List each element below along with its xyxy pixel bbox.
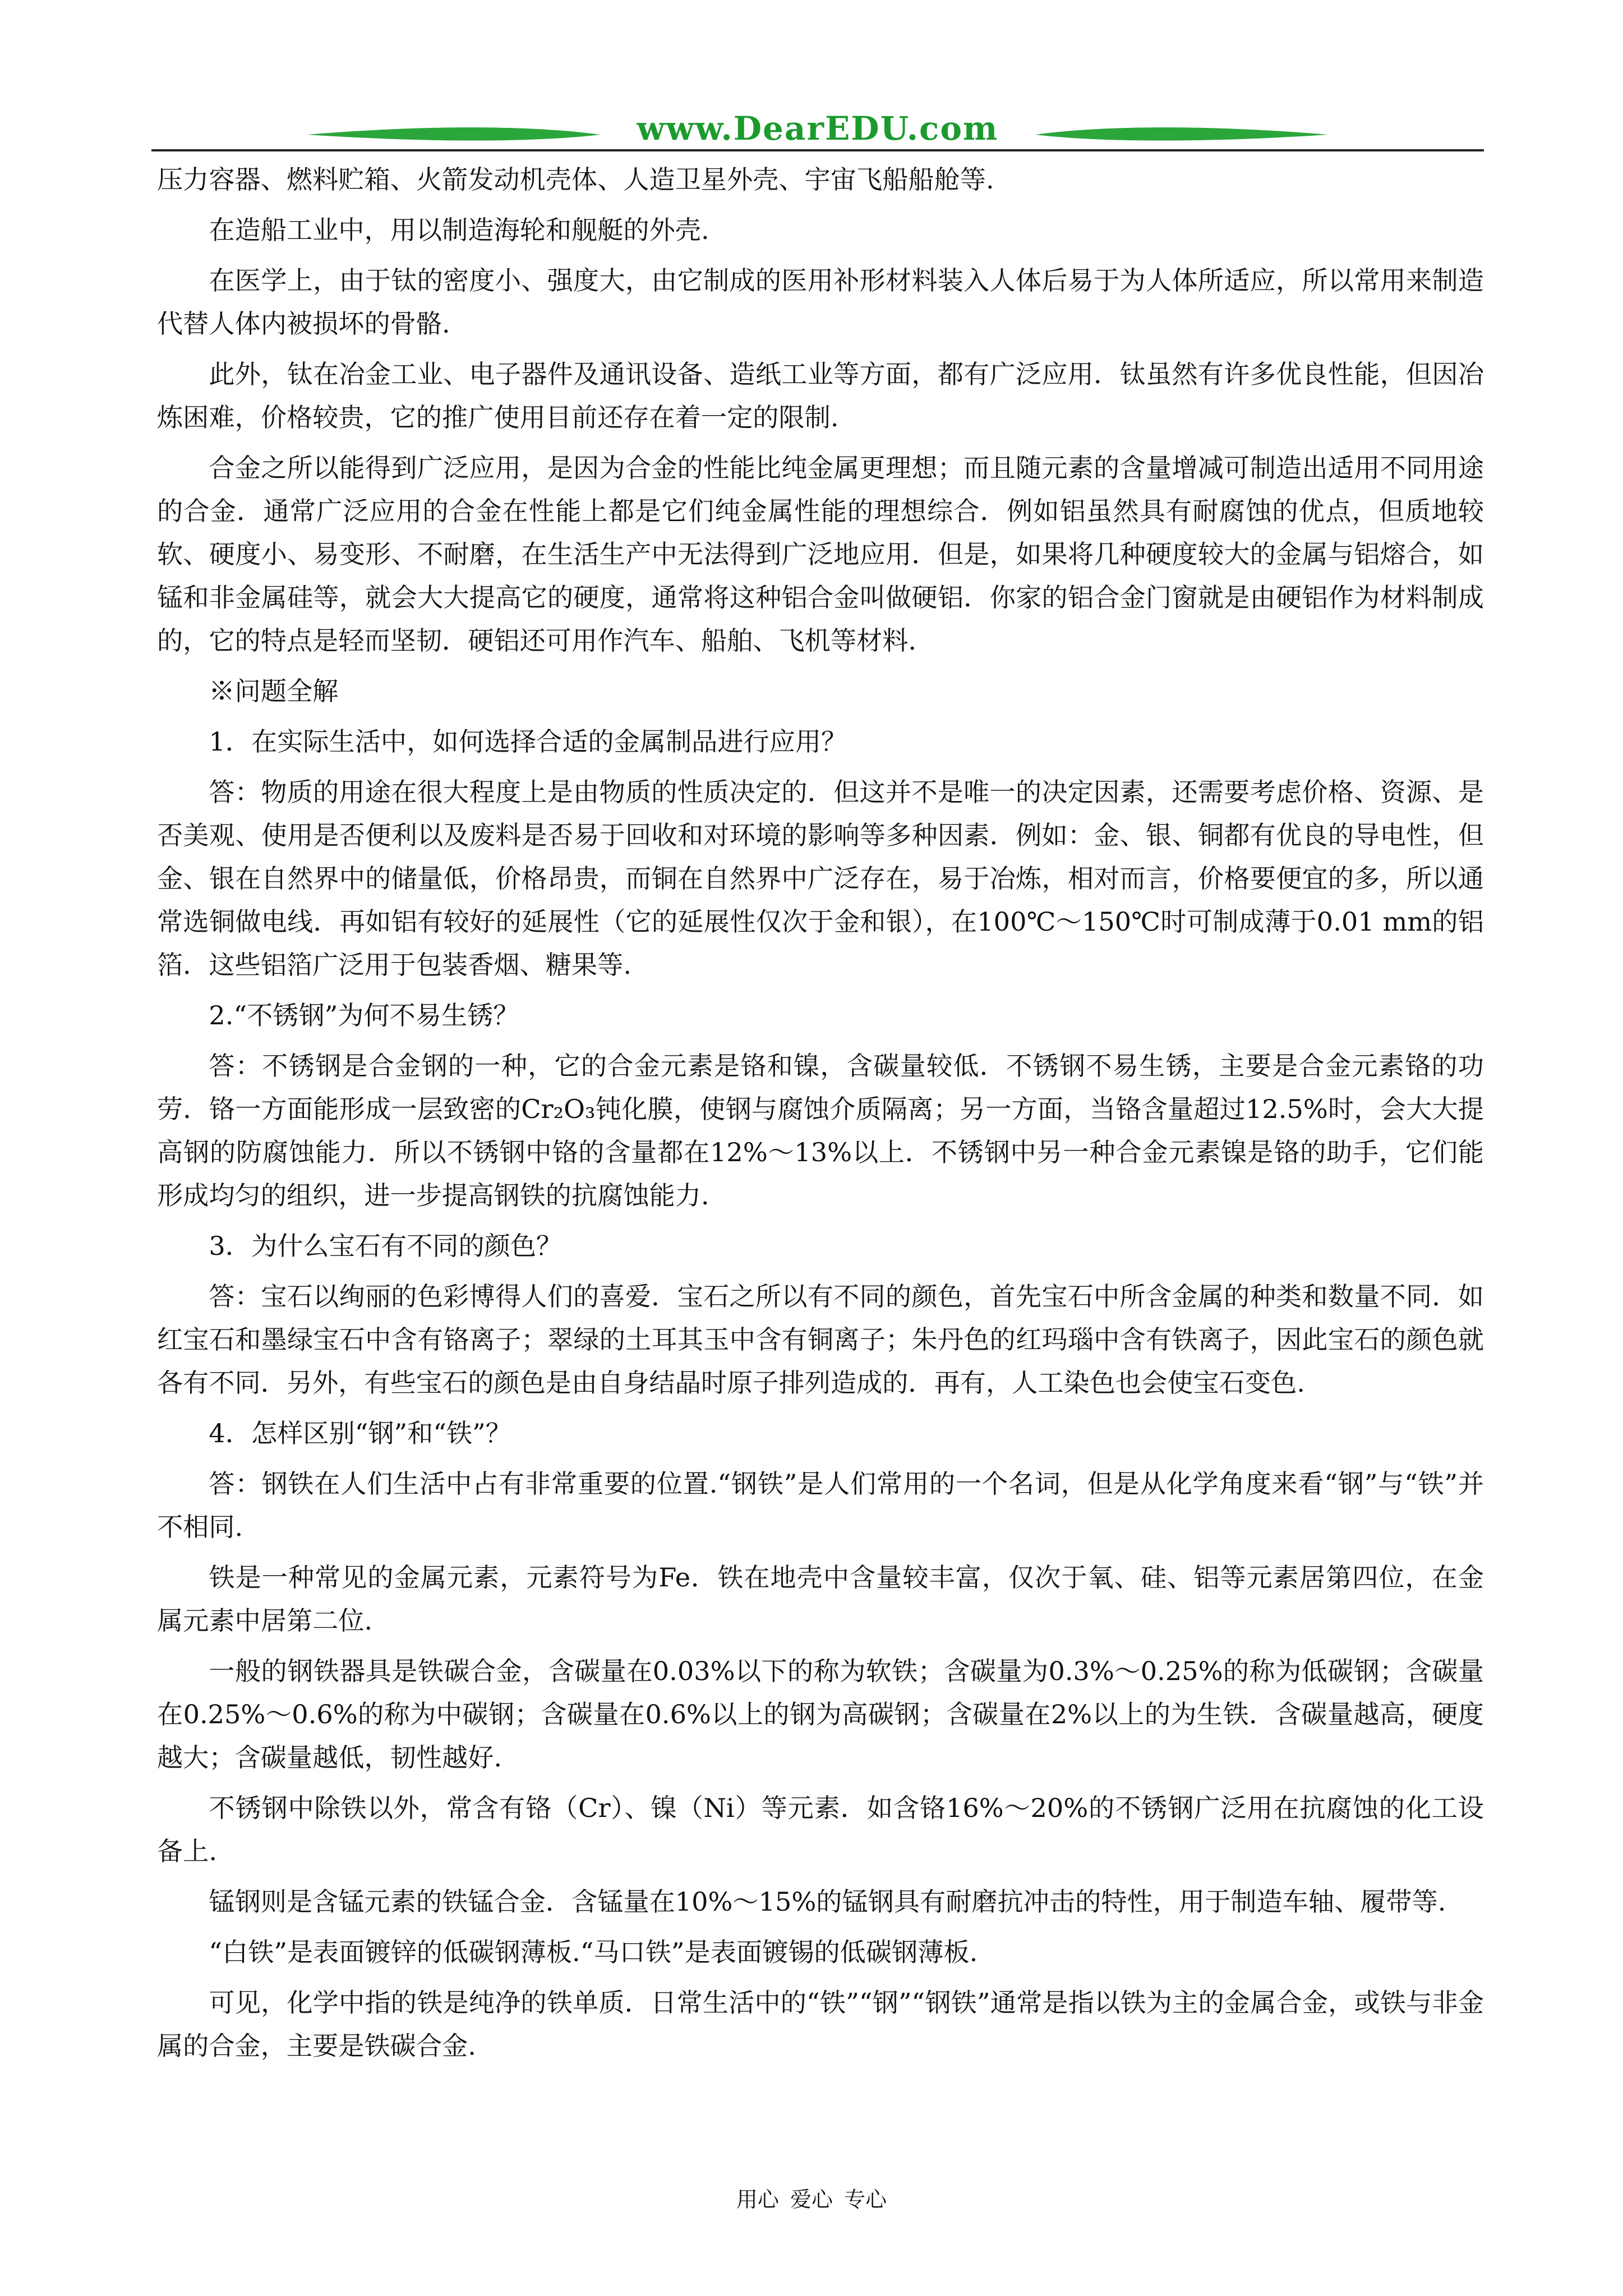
paragraph: 此外，钛在冶金工业、电子器件及通讯设备、造纸工业等方面，都有广泛应用．钛虽然有许多优良性能，但因冶炼困难，价格较贵，它的推广使用目前还存在着一定的限制.: [157, 359, 1484, 432]
paragraph: 一般的钢铁器具是铁碳合金，含碳量在0.03%以下的称为软铁；含碳量为0.3%～0.25%的称为低碳钢；含碳量在0.25%～0.6%的称为中碳钢；含碳量在0.6%以上的钢为高碳钢；含碳量在2%以上的为生铁．含碳量越高，硬度越大；含碳量越低，韧性越好.: [157, 1656, 1484, 1773]
paragraph: “白铁”是表面镀锌的低碳钢薄板.“马口铁”是表面镀锡的低碳钢薄板.: [209, 1937, 978, 1967]
question: 3．为什么宝石有不同的颜色？: [209, 1231, 562, 1261]
paragraph: 压力容器、燃料贮箱、火箭发动机壳体、人造卫星外壳、宇宙飞船船舱等.: [157, 164, 994, 195]
document-body: [157, 158, 1484, 2075]
answer: 答：不锈钢是合金钢的一种，它的合金元素是铬和镍，含碳量较低．不锈钢不易生锈，主要是合金元素铬的功劳．铬一方面能形成一层致密的Cr₂O₃钝化膜，使钢与腐蚀介质隔离；另一方面，当铬含量超过12.5%时，会大大提高钢的防腐蚀能力．所以不锈钢中铬的含量都在12%～13%以上．不锈钢中另一种合金元素镍是铬的助手，它们能形成均匀的组织，进一步提高钢铁的抗腐蚀能力.: [157, 1051, 1484, 1211]
answer: 答：物质的用途在很大程度上是由物质的性质决定的．但这并不是唯一的决定因素，还需要考虑价格、资源、是否美观、使用是否便利以及废料是否易于回收和对环境的影响等多种因素．例如：金、银、铜都有优良的导电性，但金、银在自然界中的储量低，价格昂贵，而铜在自然界中广泛存在，易于冶炼，相对而言，价格要便宜的多，所以通常选铜做电线．再如铝有较好的延展性（它的延展性仅次于金和银），在100℃～150℃时可制成薄于0.01 mm的铝箔．这些铝箔广泛用于包装香烟、糖果等.: [157, 777, 1484, 980]
site-header: [151, 110, 1484, 151]
paragraph: 可见，化学中指的铁是纯净的铁单质．日常生活中的“铁”“钢”“钢铁”通常是指以铁为主的金属合金，或铁与非金属的合金，主要是铁碳合金.: [157, 1987, 1484, 2061]
paragraph: 不锈钢中除铁以外，常含有铬（Cr）、镍（Ni）等元素．如含铬16%～20%的不锈钢广泛用在抗腐蚀的化工设备上.: [157, 1793, 1484, 1866]
paragraph: 锰钢则是含锰元素的铁锰合金．含锰量在10%～15%的锰钢具有耐磨抗冲击的特性，用于制造车轴、履带等.: [209, 1887, 1446, 1917]
page-footer: 用心 爱心 专心: [736, 2187, 887, 2212]
site-logo-text[interactable]: www.DearEDU.com: [637, 109, 999, 148]
answer: 答：钢铁在人们生活中占有非常重要的位置.“钢铁”是人们常用的一个名词，但是从化学角度来看“钢”与“铁”并不相同.: [157, 1469, 1484, 1542]
question: 1．在实际生活中，如何选择合适的金属制品进行应用？: [209, 726, 847, 757]
paragraph: 在造船工业中，用以制造海轮和舰艇的外壳.: [209, 215, 709, 245]
header-divider: [151, 149, 1484, 151]
section-heading: ※问题全解: [209, 676, 339, 706]
paragraph: 合金之所以能得到广泛应用，是因为合金的性能比纯金属更理想；而且随元素的含量增减可制造出适用不同用途的合金．通常广泛应用的合金在性能上都是它们纯金属性能的理想综合．例如铝虽然具有耐腐蚀的优点，但质地较软、硬度小、易变形、不耐磨，在生活生产中无法得到广泛地应用．但是，如果将几种硬度较大的金属与铝熔合，如锰和非金属硅等，就会大大提高它的硬度，通常将这种铝合金叫做硬铝．你家的铝合金门窗就是由硬铝作为材料制成的，它的特点是轻而坚韧．硬铝还可用作汽车、船舶、飞机等材料.: [157, 453, 1484, 656]
paragraph: 铁是一种常见的金属元素，元素符号为Fe．铁在地壳中含量较丰富，仅次于氧、硅、铝等元素居第四位，在金属元素中居第二位.: [157, 1562, 1484, 1636]
answer: 答：宝石以绚丽的色彩博得人们的喜爱．宝石之所以有不同的颜色，首先宝石中所含金属的种类和数量不同．如红宝石和墨绿宝石中含有铬离子；翠绿的土耳其玉中含有铜离子；朱丹色的红玛瑙中含有铁离子，因此宝石的颜色就各有不同．另外，有些宝石的颜色是由自身结晶时原子排列造成的．再有，人工染色也会使宝石变色.: [157, 1281, 1484, 1398]
question: 2.“不锈钢”为何不易生锈？: [209, 1000, 519, 1030]
question: 4．怎样区别“钢”和“铁”？: [209, 1418, 511, 1448]
paragraph: 在医学上，由于钛的密度小、强度大，由它制成的医用补形材料装入人体后易于为人体所适应，所以常用来制造代替人体内被损坏的骨骼.: [157, 265, 1484, 339]
